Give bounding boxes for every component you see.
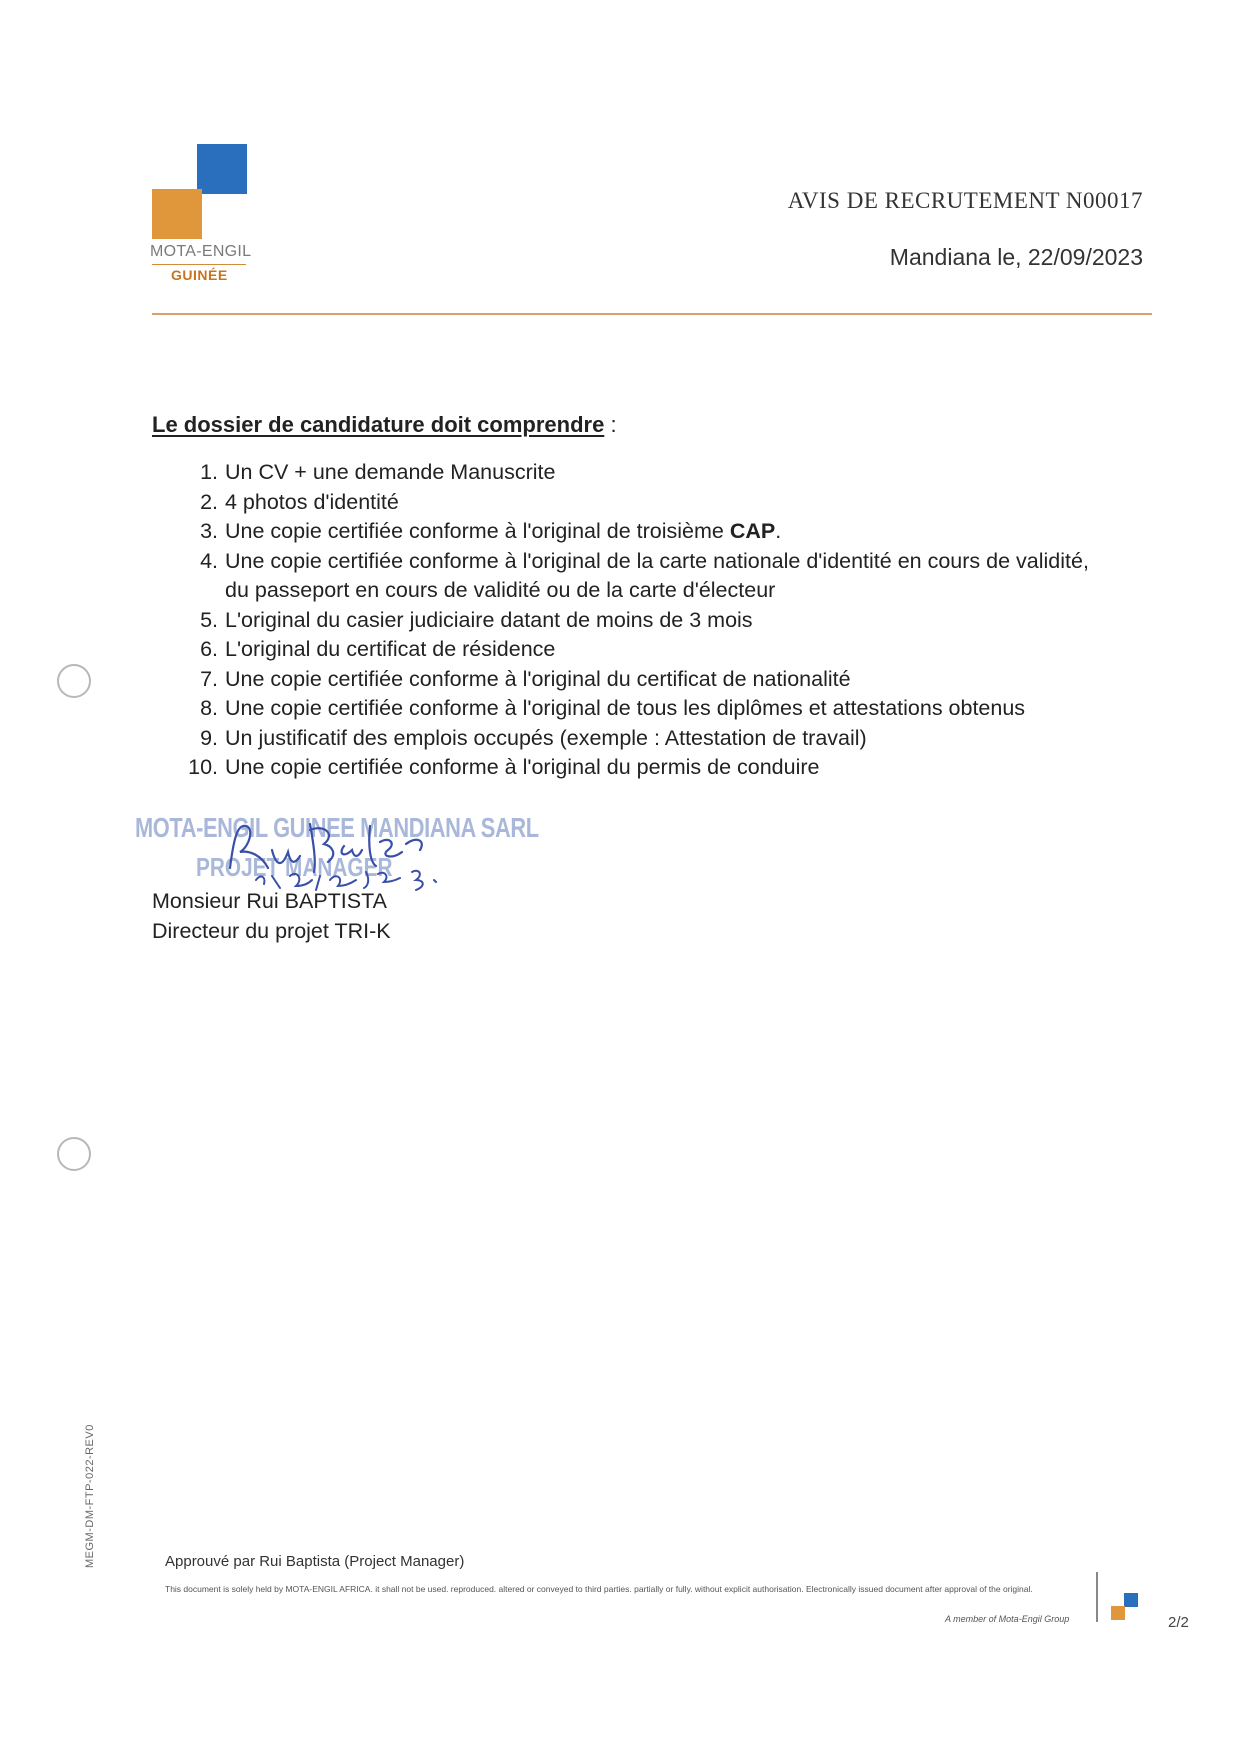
list-item xyxy=(180,547,1140,577)
document-code: MEGM-DM-FTP-022-REV0 xyxy=(84,1424,96,1568)
item-text: L'original du casier judiciaire datant de moins de 3 mois xyxy=(225,607,753,632)
list-item xyxy=(180,665,1140,695)
date-line: Mandiana le, 22/09/2023 xyxy=(889,244,1143,270)
item-text: Une copie certifiée conforme à l'original de tous les diplômes et attestations obtenus xyxy=(225,696,1026,720)
list-item xyxy=(180,724,1140,754)
notice-title: AVIS DE RECRUTEMENT N00017 xyxy=(787,188,1143,213)
signer-name: Monsieur Rui BAPTISTA xyxy=(152,889,387,913)
item-number: 6. xyxy=(200,637,218,661)
disclaimer: This document is solely held by MOTA-ENGIL AFRICA. it shall not be used. reproduced. altered or conveyed to third parties. partially or fully. without explicit authorisation. Electronically issued document after approval of the original. xyxy=(165,1584,1033,1594)
footer-divider xyxy=(1096,1572,1098,1622)
item-number: 4. xyxy=(200,548,218,573)
list-item-continuation xyxy=(180,576,1140,606)
item-text: L'original du certificat de résidence xyxy=(225,637,556,661)
signer-role: Directeur du projet TRI-K xyxy=(152,919,391,943)
item-text-end: . xyxy=(775,519,782,543)
requirements-list xyxy=(180,458,1140,783)
item-number: 10. xyxy=(188,755,218,779)
list-item xyxy=(180,694,1140,724)
list-item xyxy=(180,635,1140,665)
punch-hole xyxy=(57,1137,91,1171)
item-number: 7. xyxy=(200,666,218,691)
list-item xyxy=(180,606,1140,636)
logo-blue-square xyxy=(197,144,247,194)
list-item xyxy=(180,488,1140,518)
logo-divider xyxy=(152,264,246,265)
punch-hole xyxy=(57,664,91,698)
logo-orange-square xyxy=(152,189,202,239)
item-text: Une copie certifiée conforme à l'original de troisième xyxy=(225,519,730,543)
page-number: 2/2 xyxy=(1168,1614,1189,1631)
logo-company-name: MOTA-ENGIL xyxy=(150,243,252,260)
item-text: Une copie certifiée conforme à l'original du certificat de nationalité xyxy=(225,666,851,691)
company-stamp: MOTA-ENGIL GUINEE MANDIANA SARL xyxy=(135,812,539,843)
item-number: 1. xyxy=(200,460,218,484)
footer-logo-blue xyxy=(1124,1593,1138,1607)
handwritten-signature xyxy=(220,806,480,896)
item-number: 8. xyxy=(200,696,218,720)
item-number: 9. xyxy=(200,725,218,750)
item-number: 3. xyxy=(200,519,218,543)
company-stamp-role: PROJET MANAGER xyxy=(196,852,393,882)
list-item xyxy=(180,517,1140,547)
item-text: Une copie certifiée conforme à l'original du permis de conduire xyxy=(225,755,820,779)
item-bold-text: CAP xyxy=(729,519,776,543)
item-text: du passeport en cours de validité ou de la carte d'électeur xyxy=(225,578,776,602)
item-number: 5. xyxy=(200,607,218,632)
item-number: 2. xyxy=(200,489,218,514)
item-text: 4 photos d'identité xyxy=(225,489,399,514)
approved-by: Approuvé par Rui Baptista (Project Manager) xyxy=(165,1553,465,1570)
group-member-note: A member of Mota-Engil Group xyxy=(945,1614,1070,1624)
item-text: Une copie certifiée conforme à l'original de la carte nationale d'identité en cours de validité, xyxy=(225,548,1089,573)
heading-text: Le dossier de candidature doit comprendre xyxy=(152,412,605,437)
logo-country: GUINÉE xyxy=(171,267,228,283)
list-item xyxy=(180,458,1140,488)
item-text: Un CV + une demande Manuscrite xyxy=(225,460,556,484)
heading-suffix: : xyxy=(604,412,617,437)
item-text: Un justificatif des emplois occupés (exemple : Attestation de travail) xyxy=(225,725,867,750)
list-item xyxy=(180,753,1140,783)
header-divider xyxy=(152,313,1152,315)
footer-logo-orange xyxy=(1111,1606,1125,1620)
signer-block xyxy=(152,886,391,946)
section-heading xyxy=(152,412,617,438)
